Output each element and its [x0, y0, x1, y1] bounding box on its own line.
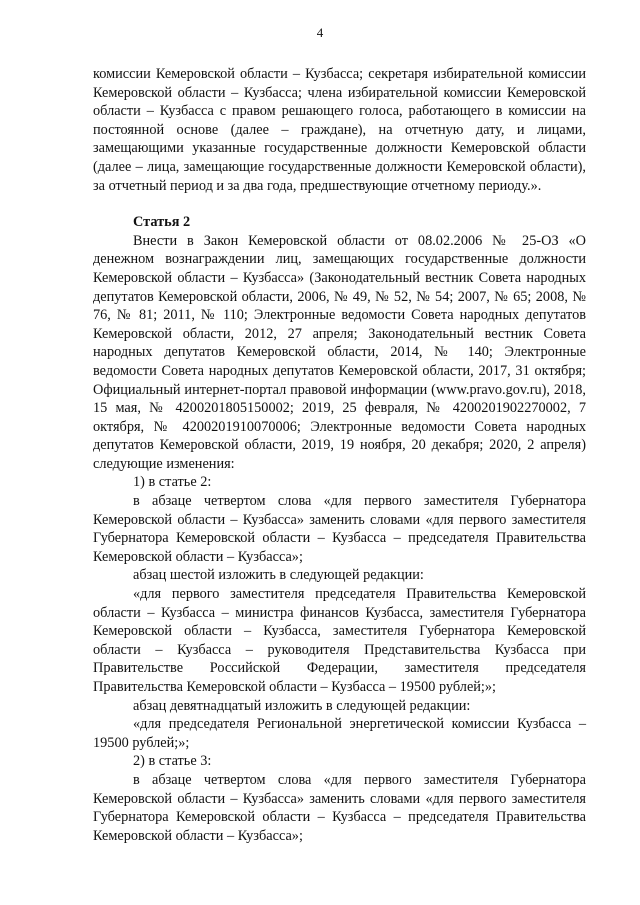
paragraph-continuation: комиссии Кемеровской области – Кузбасса; секретаря избирательной комиссии Кемеровской области – Кузбасса; члена избирательной комиссии Кемеровской области – Кузбасса с правом решающего голоса, работающего в комиссии на постоянной основе (далее – граждане), на отчетную дату, и лицами, замещающими указанные государственные должности Кемеровской области (далее – лица, замещающие государственные должности Кемеровской области), за отчетный период и за два года, предшествующие отчетному периоду.».	[93, 66, 586, 194]
paragraph-abzac-6-text: «для первого заместителя председателя Правительства Кемеровской области – Кузбасса – министра финансов Кузбасса, заместителя Губернатора Кемеровской области – Кузбасса, заместителя Губернатора Кемеровской области – Кузбасса – руководителя Представительства Кузбасса при Правительстве Российской Федерации, заместителя председателя Правительства Кемеровской области – Кузбасса – 19500 рублей;»;	[93, 586, 586, 695]
paragraph-abzac-4: в абзаце четвертом слова «для первого заместителя Губернатора Кемеровской области – Кузбасса» заменить словами «для первого заместителя Губернатора Кемеровской области – Кузбасса – председателя Правительства Кемеровской области – Кузбасса»;	[93, 493, 586, 565]
paragraph-abzac-6-intro: абзац шестой изложить в следующей редакции:	[133, 567, 424, 584]
paragraph-article-3-abzac-4: в абзаце четвертом слова «для первого заместителя Губернатора Кемеровской области – Кузбасса» заменить словами «для первого заместителя Губернатора Кемеровской области – Кузбасса – председателя Правительства Кемеровской области – Кузбасса»;	[93, 771, 586, 844]
page-number: 4	[316, 25, 324, 40]
paragraph-abzac-19-intro: абзац девятнадцатый изложить в следующей редакции:	[133, 697, 471, 714]
paragraph-amendment-intro: Внести в Закон Кемеровской области от 08.02.2006 № 25-ОЗ «О денежном вознаграждении лиц, замещающих государственные должности Кемеровской области – Кузбасса» (Законодательный вестник Совета народных депутатов Кемеровской области, 2006, № 49, № 52, № 54; 2007, № 65; 2008, № 76, № 81; 2011, № 110; Электронные ведомости Совета народных депутатов Кемеровской области, 2012, 27 апреля; Законодательный вестник Совета народных депутатов Кемеровской области, 2014, № 140; Электронные ведомости Совета народных депутатов Кемеровской области, 2017, 31 октября; Официальный интернет-портал правовой информации (www.pravo.gov.ru), 2018, 15 мая, № 4200201805150002; 2019, 25 февраля, № 4200201902270002, 7 октября, № 4200201910070006; Электронные ведомости Совета народных депутатов Кемеровской области, 2019, 19 ноября, 20 декабря; 2020, 2 апреля) следующие изменения:	[93, 232, 586, 472]
list-item-article-3: 2) в статье 3:	[133, 753, 212, 770]
list-item-article-2: 1) в статье 2:	[133, 474, 212, 491]
paragraph-abzac-19-text: «для председателя Региональной энергетической комиссии Кузбасса – 19500 рублей;»;	[93, 716, 586, 751]
spacer	[93, 195, 586, 213]
document-body	[93, 65, 586, 845]
article-heading: Статья 2	[133, 214, 191, 231]
